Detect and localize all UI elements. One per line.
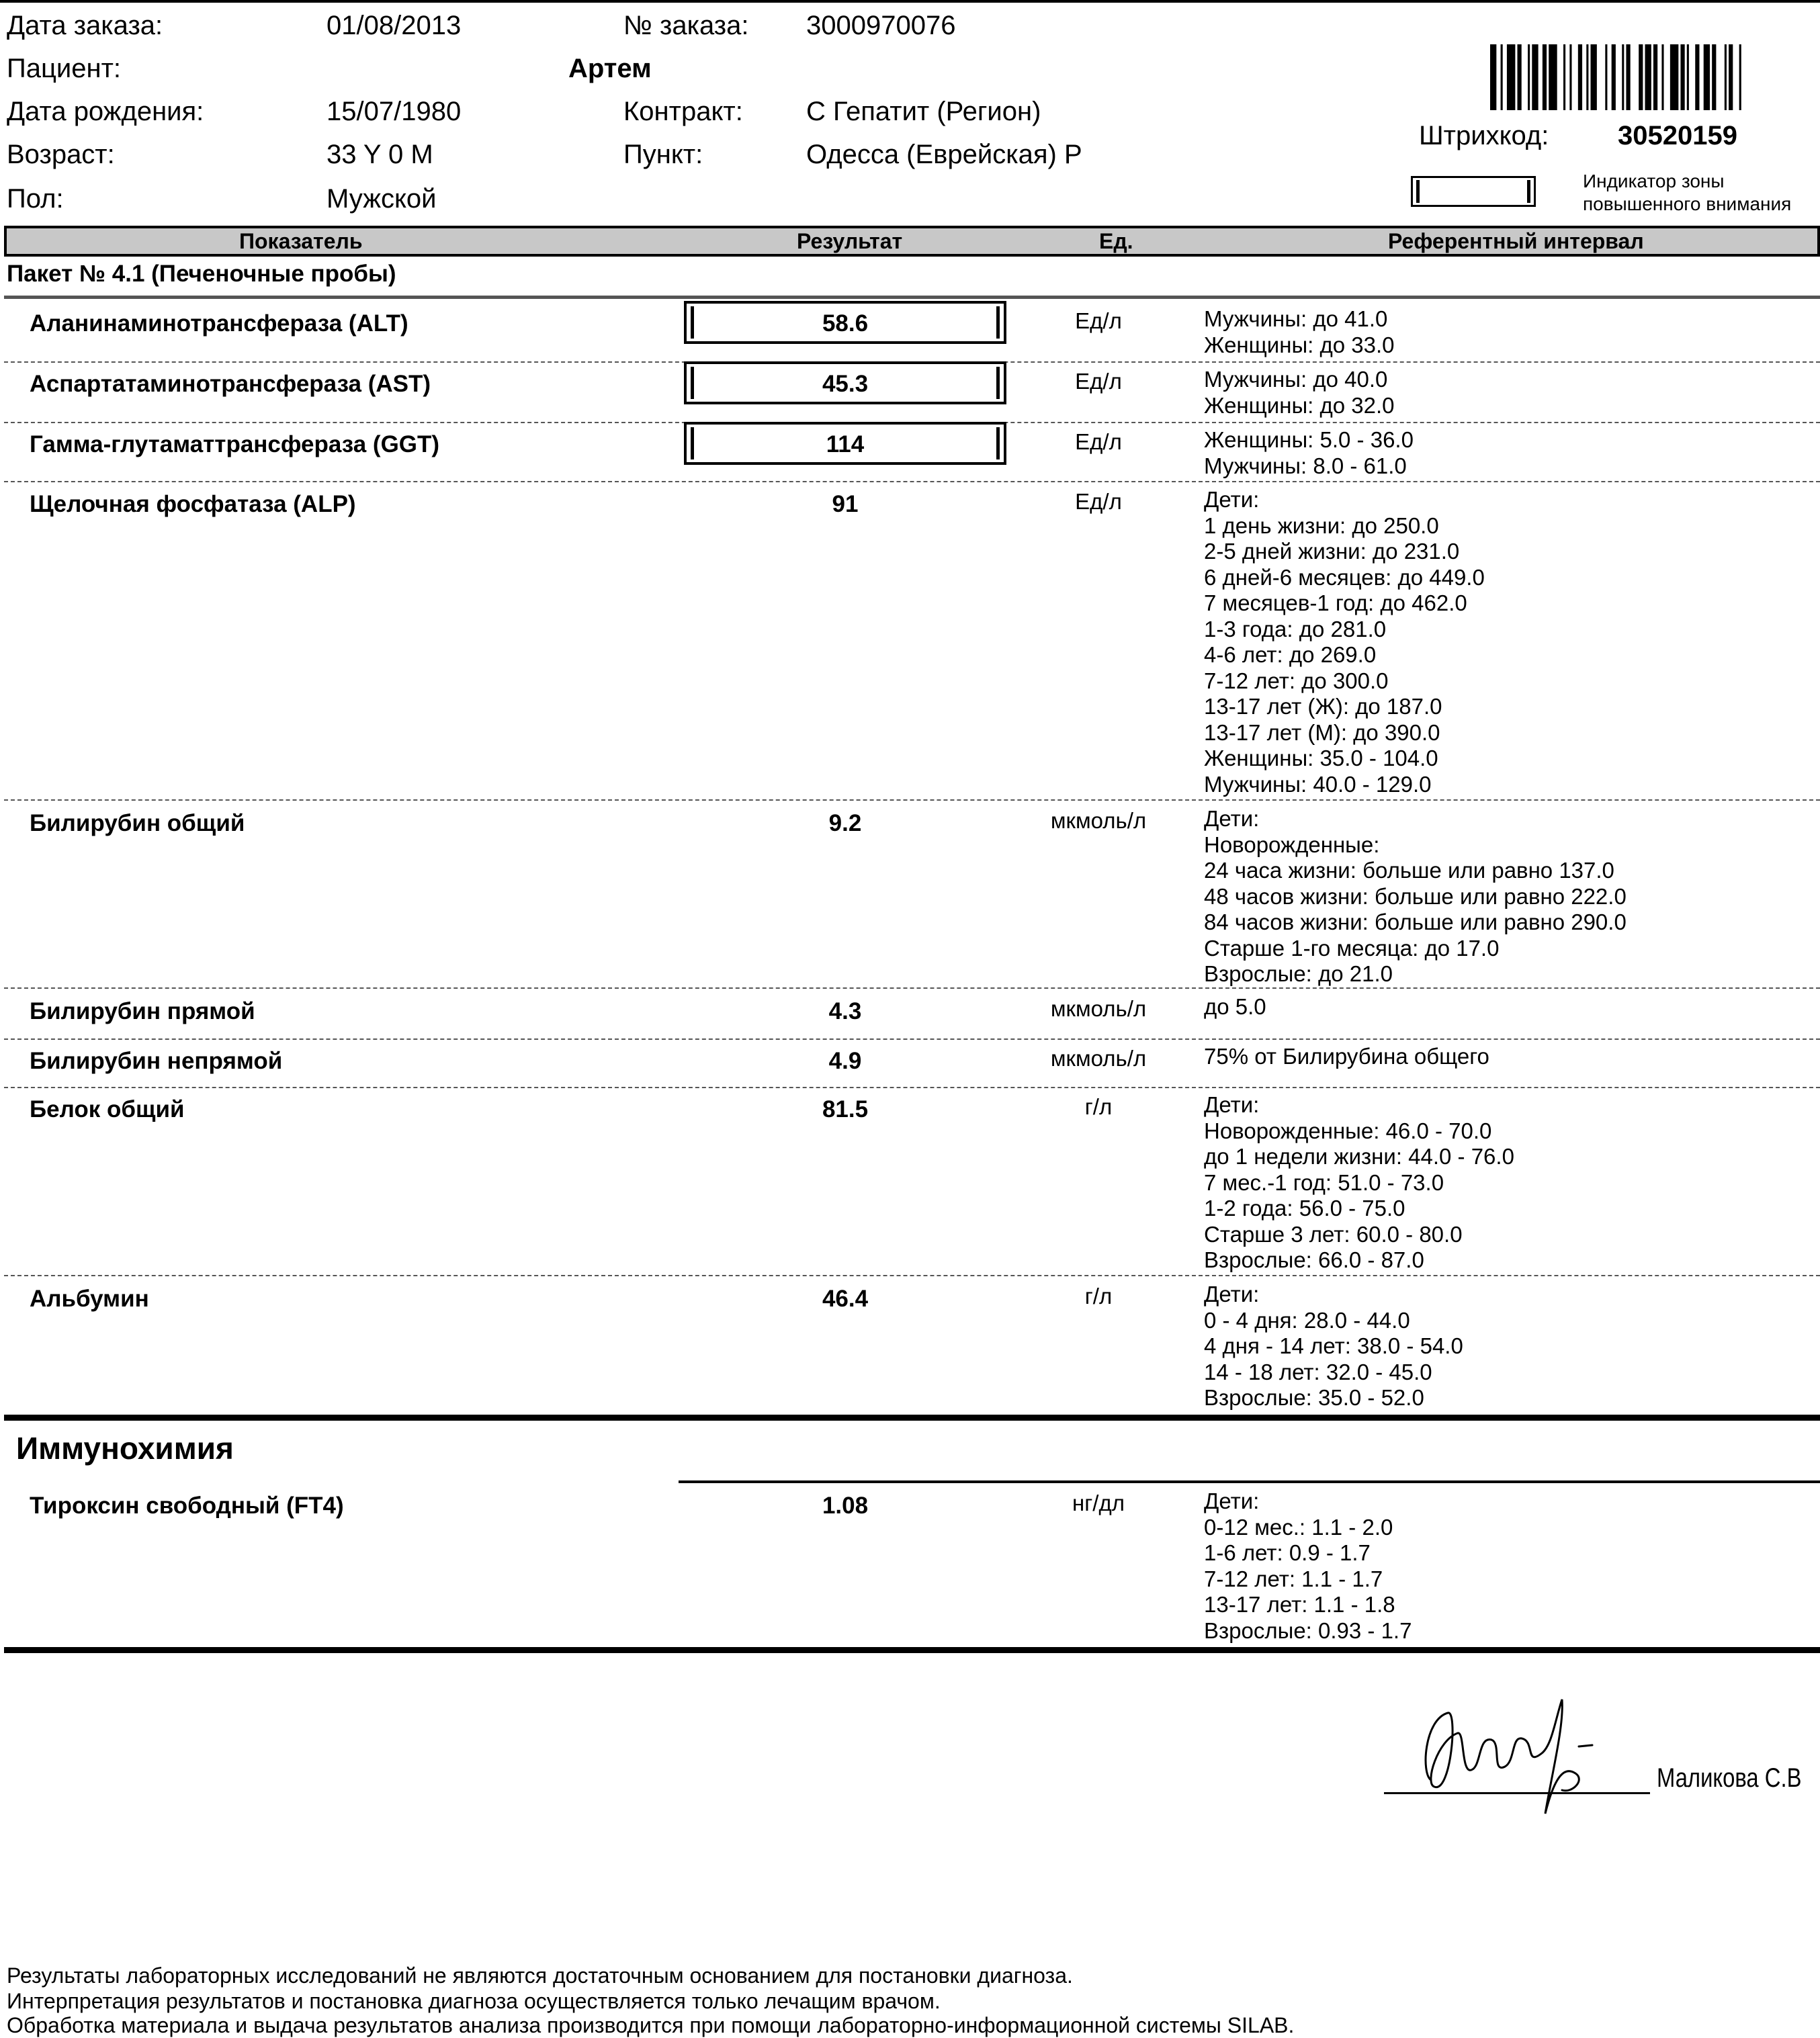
test-result: 45.3	[822, 371, 869, 397]
reference-line: 4-6 лет: до 269.0	[1204, 642, 1377, 667]
test-name: Билирубин общий	[30, 810, 245, 836]
test-name: Билирубин прямой	[30, 998, 255, 1024]
barcode-icon	[1490, 44, 1745, 110]
age: 33 Y 0 M	[327, 140, 433, 169]
reference-line: 2-5 дней жизни: до 231.0	[1204, 539, 1460, 564]
test-unit: Ед/л	[1075, 429, 1122, 454]
reference-line: Дети:	[1204, 487, 1260, 512]
sex-label: Пол:	[7, 184, 64, 214]
section-title-underline	[679, 1480, 1820, 1483]
test-result: 4.3	[828, 998, 862, 1024]
barcode-bar	[1739, 44, 1741, 110]
barcode-bar	[1501, 44, 1503, 110]
test-name: Щелочная фосфатаза (ALP)	[30, 491, 356, 517]
reference-interval	[1204, 1044, 1489, 1070]
reference-line: Женщины: 35.0 - 104.0	[1204, 746, 1438, 770]
reference-line: 48 часов жизни: больше или равно 222.0	[1204, 883, 1627, 909]
reference-line: Женщины: до 33.0	[1204, 332, 1395, 357]
contract: С Гепатит (Регион)	[806, 97, 1041, 126]
barcode-bar	[1612, 44, 1616, 110]
barcode-bar	[1680, 44, 1684, 110]
test-result: 46.4	[822, 1286, 869, 1312]
section-divider-bottom	[4, 1647, 1820, 1653]
reference-line: 6 дней-6 месяцев: до 449.0	[1204, 564, 1485, 590]
point-label: Пункт:	[623, 140, 703, 169]
barcode-bar	[1653, 44, 1657, 110]
reference-interval	[1204, 306, 1395, 358]
col-unit-header: Ед.	[1099, 229, 1133, 253]
test-result: 1.08	[822, 1493, 869, 1519]
test-result: 91	[832, 491, 859, 517]
order-date: 01/08/2013	[327, 11, 462, 40]
reference-line: 1-2 года: 56.0 - 75.0	[1204, 1196, 1405, 1221]
reference-line: Дети:	[1204, 1092, 1260, 1117]
barcode-value: 30520159	[1618, 121, 1737, 150]
reference-line: Дети:	[1204, 806, 1260, 831]
patient-name: Артем	[568, 54, 652, 83]
reference-line: 24 часа жизни: больше или равно 137.0	[1204, 858, 1614, 883]
reference-line: 7 мес.-1 год: 51.0 - 73.0	[1204, 1169, 1444, 1195]
attention-indicator-box	[1411, 176, 1536, 207]
reference-line: 1-6 лет: 0.9 - 1.7	[1204, 1540, 1371, 1565]
reference-line: Старше 3 лет: 60.0 - 80.0	[1204, 1221, 1463, 1247]
reference-line: 1-3 года: до 281.0	[1204, 616, 1387, 641]
test-name: Аспартатаминотрансфераза (AST)	[30, 371, 431, 397]
footer-line-3: Обработка материала и выдача результатов анализа производится при помощи лабораторно-информационной системы SILAB.	[7, 2013, 1295, 2037]
reference-line: 13-17 лет (М): до 390.0	[1204, 719, 1440, 745]
barcode-bar	[1626, 44, 1630, 110]
row-divider	[4, 799, 1820, 801]
test-result: 4.9	[828, 1048, 862, 1074]
signature-name: Маликова С.В	[1657, 1763, 1802, 1793]
order-no: 3000970076	[806, 11, 956, 40]
reference-interval	[1204, 806, 1627, 987]
barcode-bar	[1687, 44, 1689, 110]
test-unit: г/л	[1084, 1284, 1113, 1309]
reference-line: 7-12 лет: 1.1 - 1.7	[1204, 1566, 1383, 1591]
section-divider-top	[4, 1415, 1820, 1421]
row-divider	[4, 1087, 1820, 1088]
test-unit: мкмоль/л	[1050, 1046, 1147, 1071]
test-result: 58.6	[822, 310, 869, 337]
barcode-bar	[1532, 44, 1538, 110]
barcode-bar	[1645, 44, 1651, 110]
signature-image	[1384, 1673, 1666, 1820]
reference-line: Мужчины: 40.0 - 129.0	[1204, 771, 1432, 797]
reference-interval	[1204, 487, 1485, 797]
reference-line: 0-12 мес.: 1.1 - 2.0	[1204, 1514, 1393, 1540]
reference-line: Взрослые: до 21.0	[1204, 961, 1393, 986]
barcode-bar	[1578, 44, 1582, 110]
barcode-bar	[1586, 44, 1588, 110]
reference-line: до 5.0	[1204, 994, 1266, 1019]
reference-line: до 1 недели жизни: 44.0 - 76.0	[1204, 1144, 1514, 1169]
reference-line: Мужчины: до 41.0	[1204, 306, 1388, 331]
reference-line: 1 день жизни: до 250.0	[1204, 513, 1439, 538]
barcode-bar	[1704, 44, 1710, 110]
test-name: Тироксин свободный (FT4)	[30, 1493, 344, 1519]
section-title-immunochemistry: Иммунохимия	[16, 1431, 234, 1466]
reference-line: 0 - 4 дня: 28.0 - 44.0	[1204, 1307, 1410, 1333]
test-unit: мкмоль/л	[1050, 808, 1147, 833]
reference-interval	[1204, 427, 1414, 479]
reference-line: Взрослые: 35.0 - 52.0	[1204, 1385, 1424, 1410]
footer-line-2: Интерпретация результатов и постановка диагноза осуществляется только лечащим врачом.	[7, 1989, 941, 2013]
reference-line: 13-17 лет: 1.1 - 1.8	[1204, 1592, 1395, 1617]
test-unit: Ед/л	[1075, 308, 1122, 333]
reference-line: Дети:	[1204, 1489, 1260, 1513]
col-result-header: Результат	[797, 229, 903, 253]
barcode-bar	[1517, 44, 1521, 110]
test-result: 9.2	[828, 810, 862, 836]
barcode-bar	[1563, 44, 1565, 110]
reference-line: Мужчины: 8.0 - 61.0	[1204, 453, 1407, 478]
barcode-label: Штрихкод:	[1419, 121, 1549, 150]
reference-interval	[1204, 994, 1266, 1020]
package-divider	[4, 296, 1820, 299]
barcode-bar	[1729, 44, 1733, 110]
patient-label: Пациент:	[7, 54, 122, 83]
contract-label: Контракт:	[623, 97, 743, 126]
reference-line: Новорожденные: 46.0 - 70.0	[1204, 1118, 1492, 1143]
barcode-bar	[1543, 44, 1547, 110]
reference-interval	[1204, 1092, 1514, 1274]
barcode-bar	[1661, 44, 1663, 110]
row-divider	[4, 1275, 1820, 1276]
sex: Мужской	[327, 184, 437, 214]
order-date-label: Дата заказа:	[7, 11, 163, 40]
test-name: Аланинаминотрансфераза (ALT)	[30, 310, 408, 337]
reference-interval	[1204, 1489, 1412, 1644]
barcode-bar	[1670, 44, 1678, 110]
reference-line: Дети:	[1204, 1282, 1260, 1306]
barcode-bar	[1569, 44, 1571, 110]
row-divider	[4, 1038, 1820, 1040]
test-name: Билирубин непрямой	[30, 1048, 283, 1074]
test-name: Белок общий	[30, 1096, 185, 1122]
row-divider	[4, 987, 1820, 989]
reference-line: Мужчины: до 40.0	[1204, 367, 1388, 392]
dob: 15/07/1980	[327, 97, 462, 126]
barcode-bar	[1528, 44, 1530, 110]
reference-line: 14 - 18 лет: 32.0 - 45.0	[1204, 1359, 1432, 1384]
col-ref-header: Референтный интервал	[1388, 229, 1644, 253]
reference-line: 75% от Билирубина общего	[1204, 1044, 1489, 1069]
test-name: Альбумин	[30, 1286, 149, 1312]
barcode-bar	[1725, 44, 1727, 110]
top-border	[0, 0, 1820, 3]
reference-line: 7-12 лет: до 300.0	[1204, 668, 1389, 693]
footer-line-1: Результаты лабораторных исследований не являются достаточным основанием для постановки диагноза.	[7, 1963, 1073, 1988]
barcode-bar	[1695, 44, 1699, 110]
reference-line: 7 месяцев-1 год: до 462.0	[1204, 590, 1467, 615]
barcode-bar	[1712, 44, 1716, 110]
test-name: Гамма-глутаматтрансфераза (GGT)	[30, 431, 440, 457]
barcode-bar	[1622, 44, 1624, 110]
indicator-label-1: Индикатор зоны	[1583, 171, 1725, 191]
dob-label: Дата рождения:	[7, 97, 204, 126]
barcode-bar	[1490, 44, 1496, 110]
reference-line: Взрослые: 0.93 - 1.7	[1204, 1618, 1412, 1643]
row-divider	[4, 481, 1820, 482]
test-unit: Ед/л	[1075, 369, 1122, 394]
reference-line: Взрослые: 66.0 - 87.0	[1204, 1247, 1424, 1272]
reference-line: Новорожденные:	[1204, 832, 1380, 857]
barcode-bar	[1591, 44, 1597, 110]
barcode-bar	[1639, 44, 1643, 110]
barcode-bar	[1507, 44, 1515, 110]
reference-line: 4 дня - 14 лет: 38.0 - 54.0	[1204, 1333, 1463, 1358]
reference-line: Женщины: 5.0 - 36.0	[1204, 427, 1414, 452]
barcode-bar	[1605, 44, 1607, 110]
reference-interval	[1204, 367, 1395, 418]
barcode-bar	[1549, 44, 1557, 110]
col-name-header: Показатель	[239, 229, 363, 253]
indicator-label-2: повышенного внимания	[1583, 193, 1792, 214]
reference-interval	[1204, 1282, 1463, 1411]
reference-line: Женщины: до 32.0	[1204, 392, 1395, 418]
signature-line	[1384, 1792, 1650, 1794]
point: Одесса (Еврейская) Р	[806, 140, 1082, 169]
test-result: 81.5	[822, 1096, 869, 1122]
test-result: 114	[826, 431, 865, 457]
test-unit: Ед/л	[1075, 489, 1122, 514]
reference-line: 84 часов жизни: больше или равно 290.0	[1204, 910, 1627, 934]
order-no-label: № заказа:	[623, 11, 749, 40]
test-unit: мкмоль/л	[1050, 996, 1147, 1021]
test-unit: нг/дл	[1072, 1491, 1125, 1515]
package-title: Пакет № 4.1 (Печеночные пробы)	[7, 261, 396, 287]
test-unit: г/л	[1084, 1094, 1113, 1119]
reference-line: Старше 1-го месяца: до 17.0	[1204, 935, 1500, 961]
reference-line: 13-17 лет (Ж): до 187.0	[1204, 694, 1442, 719]
age-label: Возраст:	[7, 140, 115, 169]
